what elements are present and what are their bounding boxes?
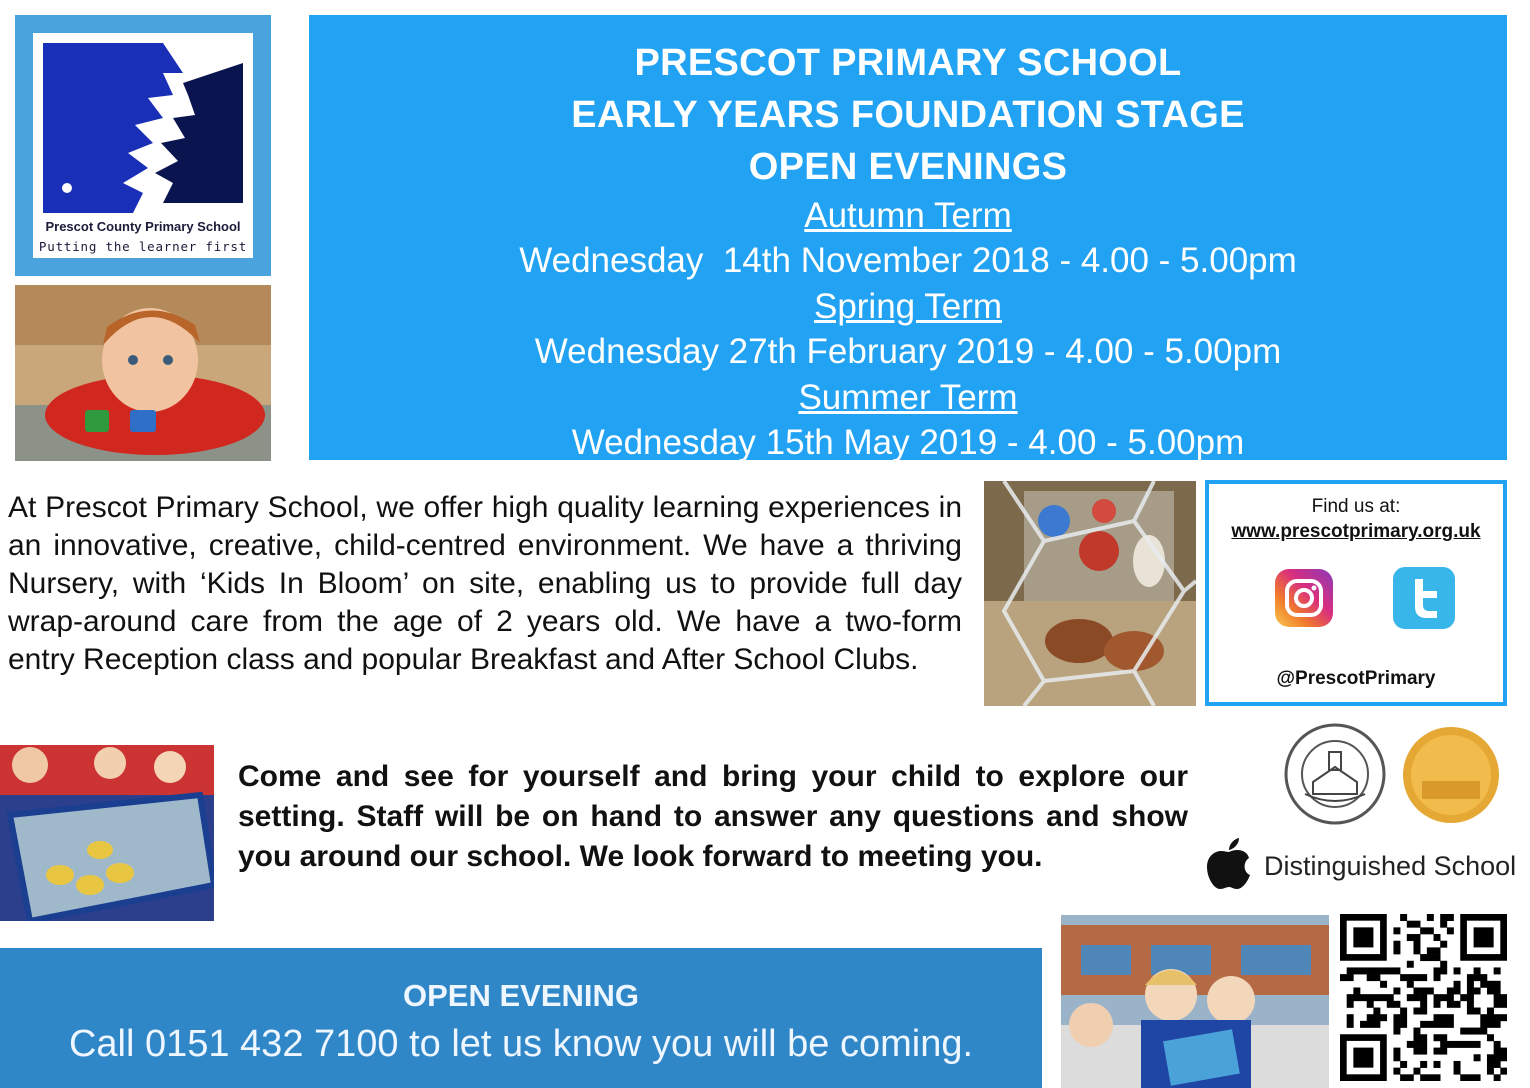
event-header — [309, 15, 1507, 460]
school-games-gold-badge — [1402, 726, 1500, 824]
term-autumn-label: Autumn Term — [804, 196, 1012, 235]
photo-chickens — [984, 481, 1196, 706]
title-school: PRESCOT PRIMARY SCHOOL — [634, 42, 1182, 84]
school-logo — [15, 15, 271, 276]
website-link[interactable]: www.prescotprimary.org.uk — [1231, 521, 1481, 542]
banner-call-text: Call 0151 432 7100 to let us know you will be coming. — [68, 1023, 974, 1065]
find-us-box — [1205, 480, 1507, 706]
come-see-paragraph: Come and see for yourself and bring your child to explore our setting. Staff will be on hand to answer any questions and show you around our school. We look forward to meeting you. — [238, 760, 1188, 873]
title-open-evenings: OPEN EVENINGS — [748, 146, 1068, 188]
term-spring-date: Wednesday 27th February 2019 - 4.00 - 5.00pm — [534, 332, 1282, 371]
reading-quality-mark-badge — [1283, 722, 1387, 826]
find-us-label: Find us at: — [1311, 496, 1401, 517]
photo-ducklings — [0, 745, 214, 921]
apple-icon — [1207, 838, 1251, 890]
call-banner — [0, 948, 1042, 1088]
distinguished-school-label: Distinguished School — [1264, 851, 1517, 881]
logo-tagline: Putting the learner first — [38, 239, 248, 254]
photo-children-reading — [1061, 915, 1329, 1088]
photo-boy-with-trains — [15, 285, 271, 461]
term-spring-label: Spring Term — [813, 287, 1003, 326]
term-summer-date: Wednesday 15th May 2019 - 4.00 - 5.00pm — [571, 423, 1245, 462]
social-handle[interactable]: @PrescotPrimary — [1276, 668, 1436, 689]
logo-cog-graphic — [43, 43, 243, 213]
logo-panel — [33, 33, 253, 258]
twitter-icon[interactable] — [1393, 567, 1455, 629]
instagram-icon[interactable] — [1275, 569, 1333, 627]
qr-code[interactable] — [1340, 914, 1507, 1081]
banner-title: OPEN EVENING — [403, 978, 639, 1013]
term-summer-label: Summer Term — [798, 378, 1018, 417]
term-autumn-date: Wednesday 14th November 2018 - 4.00 - 5.00pm — [519, 241, 1297, 280]
title-stage: EARLY YEARS FOUNDATION STAGE — [571, 94, 1245, 136]
logo-school-name: Prescot County Primary School — [45, 219, 241, 234]
intro-paragraph: At Prescot Primary School, we offer high quality learning experiences in an innovative, creative, child-centred environment. We have a thriving Nursery, with ‘Kids In Bloom’ on site, enabling us to provide full day wrap-around care from the age of 2 years old. We have a two-form entry Reception class and popular Breakfast and After School Clubs. — [8, 491, 962, 676]
